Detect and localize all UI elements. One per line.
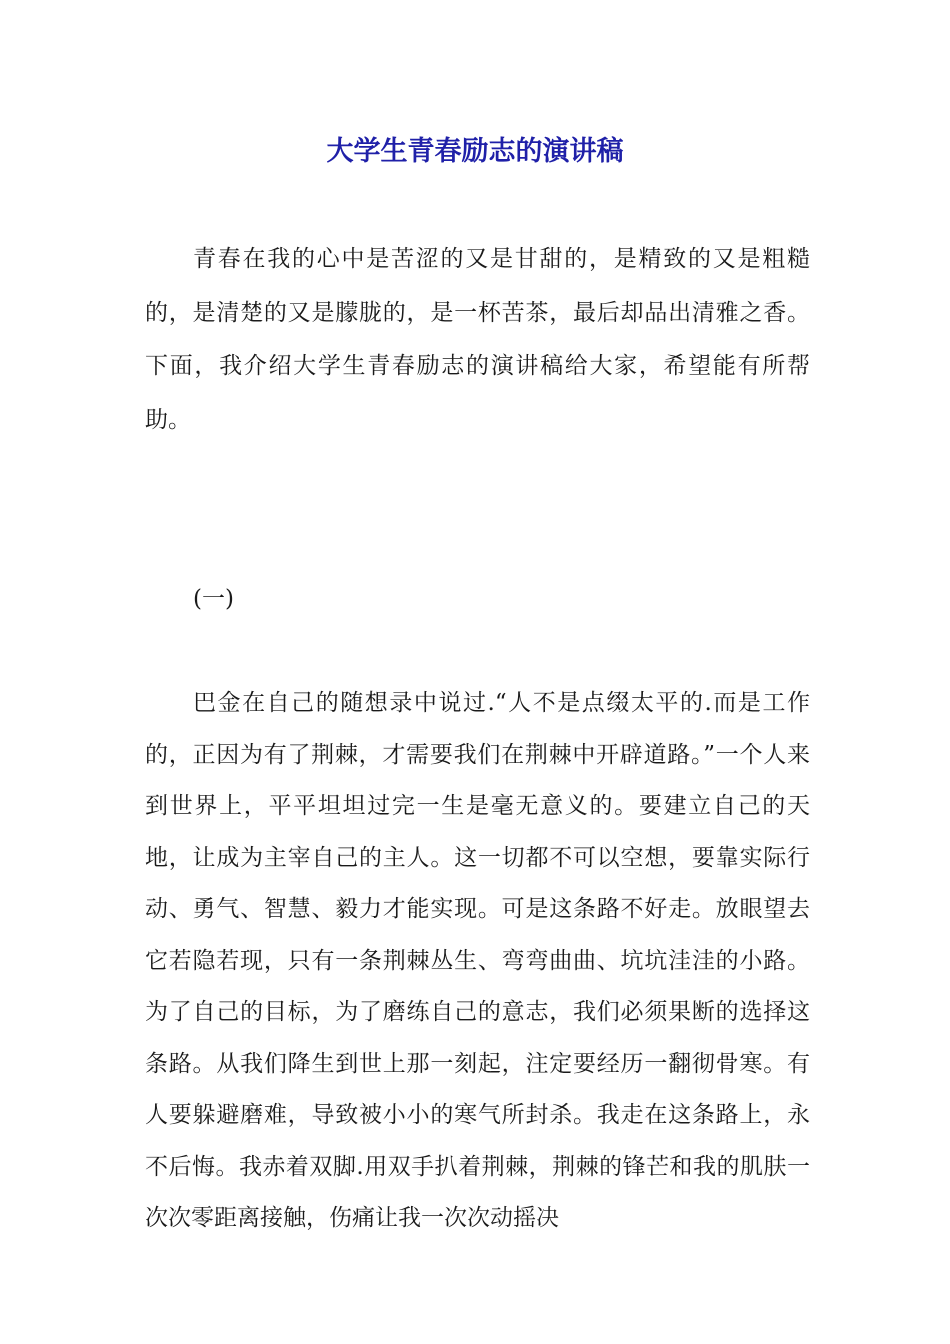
intro-paragraph: 青春在我的心中是苦涩的又是甘甜的，是精致的又是粗糙的，是清楚的又是朦胧的，是一杯苦茶，最后却品出清雅之香。 下面，我介绍大学生青春励志的演讲稿给大家，希望能有所帮助。 (145, 246, 810, 433)
document-title: 大学生青春励志的演讲稿 (326, 136, 624, 167)
body-paragraph: 巴金在自己的随想录中说过.“人不是点缀太平的.而是工作的，正因为有了荆棘，才需要我们在荆棘中开辟道路。”一个人来到世界上，平平坦坦过完一生是毫无意义的。要建立自己的天地，让成为主宰自己的主人。这一切都不可以空想，要靠实际行动、勇气、智慧、毅力才能实现。可是这条路不好走。放眼望去它若隐若现，只有一条荆棘丛生、弯弯曲曲、坑坑洼洼的小路。为了自己的目标，为了磨练自己的意志，我们必须果断的选择这条路。从我们降生到世上那一刻起，注定要经历一翻彻骨寒。有人要躲避磨难，导致被小小的寒气所封杀。我走在这条路上，永不后悔。我赤着双脚.用双手扒着荆棘，荆棘的锋芒和我的肌肤一次次零距离接触，伤痛让我一次次动摇决 (145, 690, 810, 1231)
section-number: (一) (193, 586, 234, 612)
